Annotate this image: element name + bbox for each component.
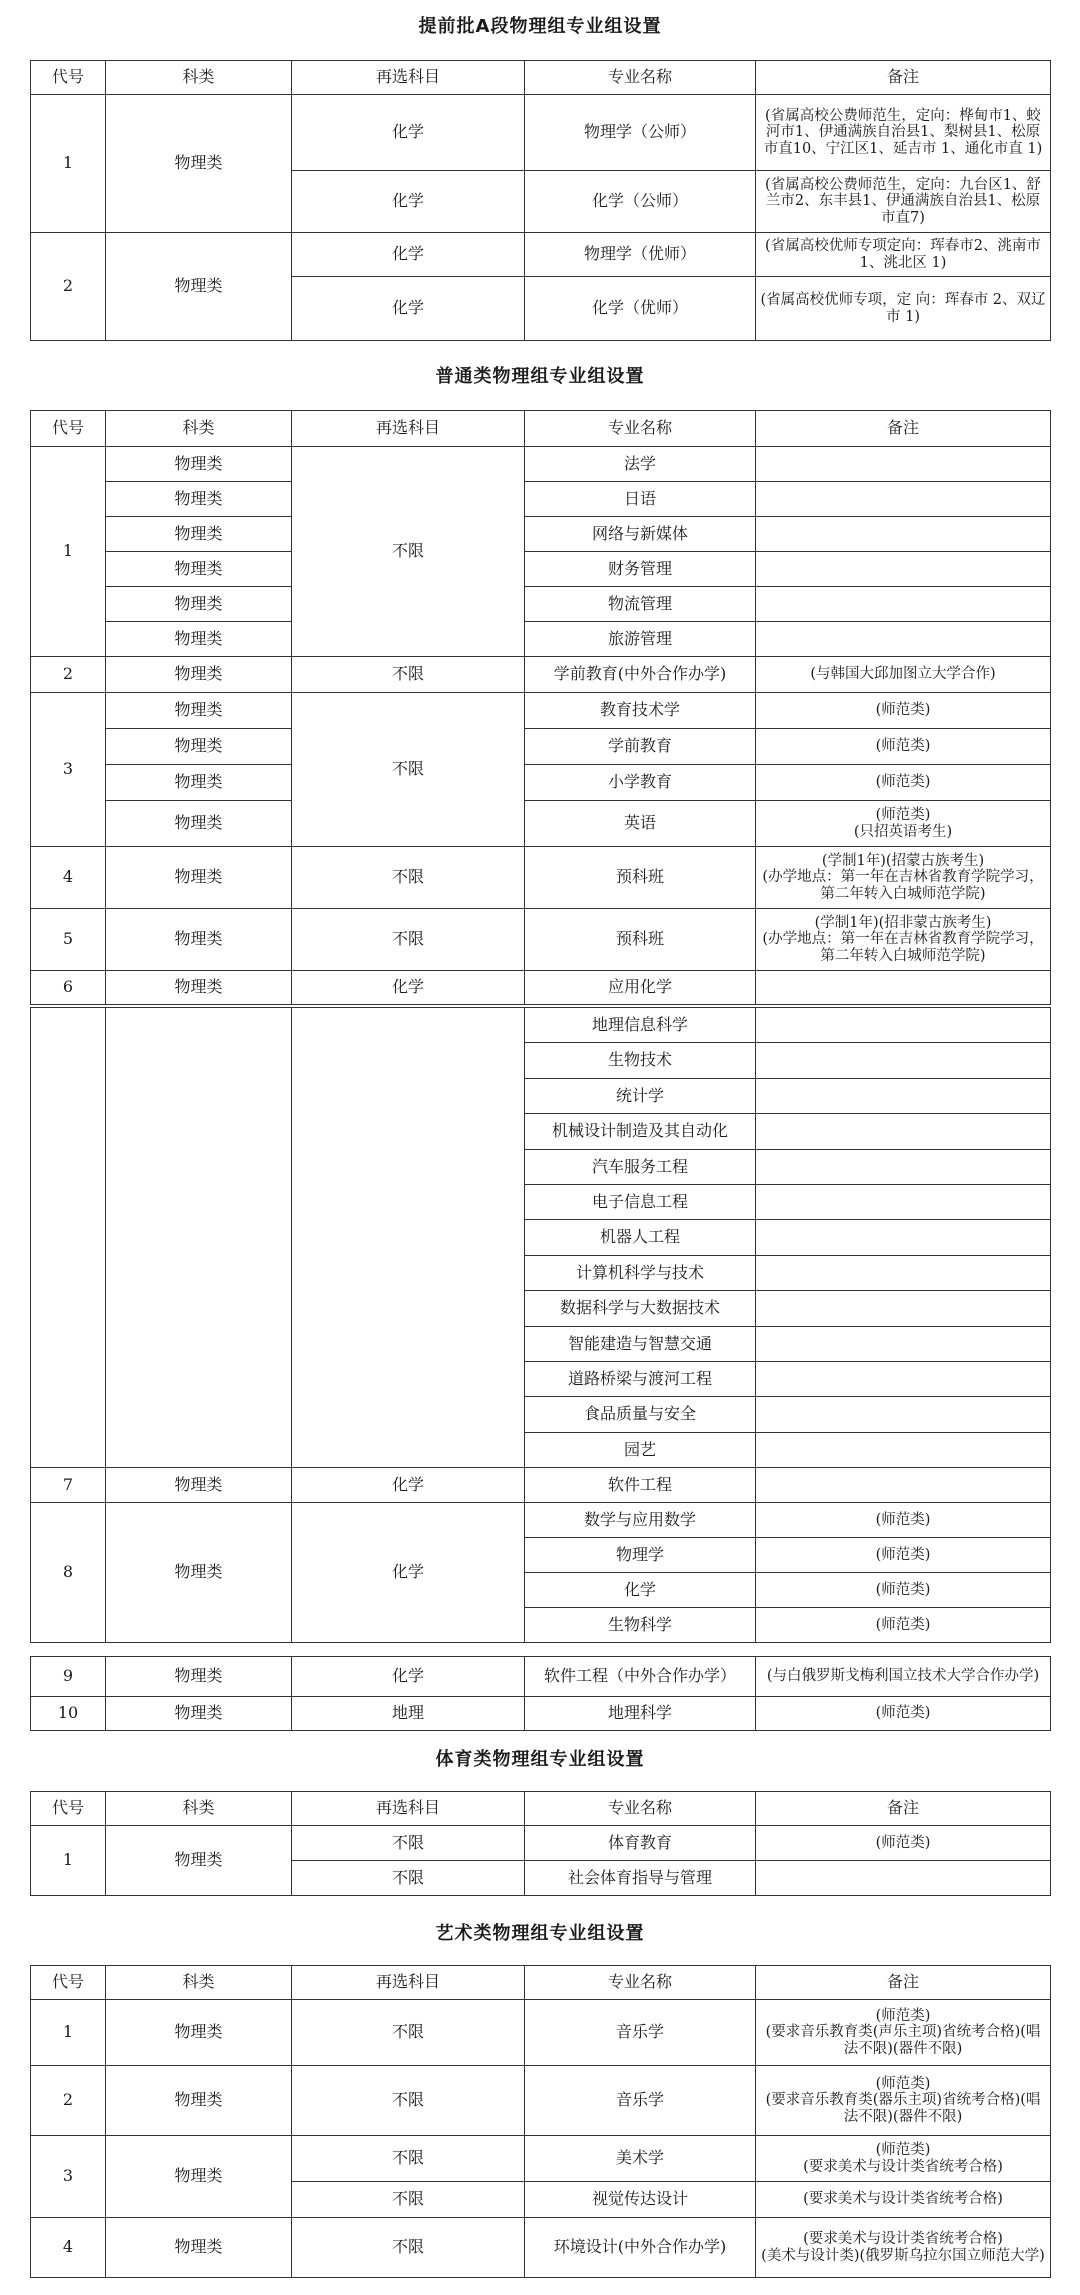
note-cell xyxy=(756,1432,1051,1467)
category-cell: 物理类 xyxy=(106,1503,292,1643)
note-cell xyxy=(756,971,1051,1005)
subject-cell: 不限 xyxy=(292,1826,525,1861)
group-code: 3 xyxy=(31,693,106,847)
subject-cell: 化学 xyxy=(292,277,525,341)
category-cell: 物理类 xyxy=(106,909,292,971)
header-note: 备注 xyxy=(756,1792,1051,1826)
note-cell xyxy=(756,1255,1051,1290)
table-row xyxy=(31,622,1051,657)
major-cell: 化学（优师） xyxy=(525,277,756,341)
category-cell: 物理类 xyxy=(106,447,292,482)
table-row xyxy=(31,233,1051,277)
group-code: 4 xyxy=(31,847,106,909)
major-cell: 物理学 xyxy=(525,1538,756,1573)
major-cell: 数学与应用数学 xyxy=(525,1503,756,1538)
major-cell: 汽车服务工程 xyxy=(525,1149,756,1184)
major-cell: 预科班 xyxy=(525,847,756,909)
table-header-row xyxy=(31,1792,1051,1826)
major-cell: 道路桥梁与渡河工程 xyxy=(525,1361,756,1396)
note-cell: (省属高校公费师范生，定向：九台区1、舒兰市2、东丰县1、伊通满族自治县1、松原市直7) xyxy=(756,171,1051,233)
subject-cell: 不限 xyxy=(292,2182,525,2218)
table-row xyxy=(31,2218,1051,2278)
header-category: 科类 xyxy=(106,1792,292,1826)
major-cell: 软件工程（中外合作办学） xyxy=(525,1657,756,1697)
subject-cell: 不限 xyxy=(292,2218,525,2278)
group-code: 9 xyxy=(31,1657,106,1697)
category-cell: 物理类 xyxy=(106,1826,292,1896)
major-cell: 学前教育 xyxy=(525,729,756,765)
group-code: 2 xyxy=(31,233,106,341)
subject-cell: 化学 xyxy=(292,1503,525,1643)
note-cell xyxy=(756,552,1051,587)
header-major: 专业名称 xyxy=(525,1966,756,2000)
category-cell: 物理类 xyxy=(106,2000,292,2066)
major-cell: 音乐学 xyxy=(525,2000,756,2066)
regular-table-group9-10 xyxy=(30,1656,1051,1731)
header-note: 备注 xyxy=(756,61,1051,95)
major-cell: 统计学 xyxy=(525,1078,756,1113)
group-code: 10 xyxy=(31,1697,106,1731)
note-cell: (要求美术与设计类省统考合格) (美术与设计类)(俄罗斯乌拉尔国立师范大学) xyxy=(756,2218,1051,2278)
major-cell: 机器人工程 xyxy=(525,1220,756,1255)
category-cell: 物理类 xyxy=(106,622,292,657)
note-cell xyxy=(756,1326,1051,1361)
header-category: 科类 xyxy=(106,61,292,95)
major-cell: 视觉传达设计 xyxy=(525,2182,756,2218)
category-cell: 物理类 xyxy=(106,482,292,517)
table-row xyxy=(31,1008,1051,1043)
subject-cell: 不限 xyxy=(292,2066,525,2136)
category-cell: 物理类 xyxy=(106,2136,292,2218)
category-cell: 物理类 xyxy=(106,801,292,847)
major-cell: 机械设计制造及其自动化 xyxy=(525,1114,756,1149)
note-cell xyxy=(756,1220,1051,1255)
category-cell: 物理类 xyxy=(106,1468,292,1503)
major-cell: 音乐学 xyxy=(525,2066,756,2136)
major-cell: 财务管理 xyxy=(525,552,756,587)
major-cell: 地理信息科学 xyxy=(525,1008,756,1043)
table-row xyxy=(31,801,1051,847)
table-row xyxy=(31,2066,1051,2136)
subject-cell: 不限 xyxy=(292,2000,525,2066)
group-category: 物理类 xyxy=(106,95,292,233)
subject-cell: 不限 xyxy=(292,2136,525,2182)
subject-cell: 不限 xyxy=(292,909,525,971)
major-cell: 教育技术学 xyxy=(525,693,756,729)
group-code: 1 xyxy=(31,447,106,657)
major-cell: 智能建造与智慧交通 xyxy=(525,1326,756,1361)
header-code: 代号 xyxy=(31,411,106,447)
subject-cell: 不限 xyxy=(292,693,525,847)
table-row xyxy=(31,1468,1051,1503)
major-cell: 化学 xyxy=(525,1573,756,1608)
major-cell: 生物科学 xyxy=(525,1608,756,1643)
note-cell: (省属高校优师专项，定 向：珲春市 2、双辽市 1) xyxy=(756,277,1051,341)
note-cell xyxy=(756,482,1051,517)
note-cell: (师范类) xyxy=(756,1573,1051,1608)
note-cell xyxy=(756,587,1051,622)
subject-cell: 地理 xyxy=(292,1697,525,1731)
header-major: 专业名称 xyxy=(525,1792,756,1826)
major-cell: 食品质量与安全 xyxy=(525,1397,756,1432)
major-cell: 网络与新媒体 xyxy=(525,517,756,552)
major-cell: 化学（公师） xyxy=(525,171,756,233)
group-code: 1 xyxy=(31,2000,106,2066)
group-code: 2 xyxy=(31,657,106,693)
table-row xyxy=(31,847,1051,909)
major-cell: 预科班 xyxy=(525,909,756,971)
note-cell: (师范类) xyxy=(756,1503,1051,1538)
arts-table xyxy=(30,1965,1051,2278)
category-cell: 物理类 xyxy=(106,971,292,1005)
header-subject: 再选科目 xyxy=(292,1792,525,1826)
subject-cell: 化学 xyxy=(292,95,525,171)
header-major: 专业名称 xyxy=(525,411,756,447)
note-cell: (省属高校公费师范生，定向：桦甸市1、蛟河市1、伊通满族自治县1、梨树县1、松原市直10、宁江区1、延吉市 1、通化市直 1) xyxy=(756,95,1051,171)
subject-cell: 不限 xyxy=(292,447,525,657)
note-cell: (师范类) xyxy=(756,765,1051,801)
header-category: 科类 xyxy=(106,1966,292,2000)
group-code: 1 xyxy=(31,95,106,233)
section-title-early-batch: 提前批A段物理组专业组设置 xyxy=(418,16,662,37)
table-row xyxy=(31,552,1051,587)
note-cell: (师范类) xyxy=(756,1538,1051,1573)
note-cell: (师范类) (要求美术与设计类省统考合格) xyxy=(756,2136,1051,2182)
category-cell: 物理类 xyxy=(106,729,292,765)
note-cell: (省属高校优师专项定向：珲春市2、洮南市 1、洮北区 1) xyxy=(756,233,1051,277)
note-cell: (师范类) xyxy=(756,1608,1051,1643)
regular-table xyxy=(30,410,1051,1005)
note-cell xyxy=(756,1361,1051,1396)
header-code: 代号 xyxy=(31,1966,106,2000)
major-cell: 物理学（公师） xyxy=(525,95,756,171)
category-cell: 物理类 xyxy=(106,693,292,729)
table-row xyxy=(31,1697,1051,1731)
major-cell: 美术学 xyxy=(525,2136,756,2182)
sports-table xyxy=(30,1791,1051,1896)
category-cell: 物理类 xyxy=(106,552,292,587)
category-cell: 物理类 xyxy=(106,517,292,552)
note-cell: (师范类) (只招英语考生) xyxy=(756,801,1051,847)
note-cell: (与白俄罗斯戈梅利国立技术大学合作办学) xyxy=(756,1657,1051,1697)
note-cell: (师范类) xyxy=(756,1697,1051,1731)
group-code: 4 xyxy=(31,2218,106,2278)
major-cell: 数据科学与大数据技术 xyxy=(525,1291,756,1326)
table-row xyxy=(31,1826,1051,1861)
group-code: 6 xyxy=(31,971,106,1005)
blank-category-cell xyxy=(106,1008,292,1468)
table-row xyxy=(31,765,1051,801)
subject-cell: 化学 xyxy=(292,233,525,277)
header-subject: 再选科目 xyxy=(292,411,525,447)
category-cell: 物理类 xyxy=(106,765,292,801)
early-batch-table xyxy=(30,60,1051,341)
major-cell: 法学 xyxy=(525,447,756,482)
regular-table-group7 xyxy=(30,1007,1051,1643)
category-cell: 物理类 xyxy=(106,2218,292,2278)
table-row xyxy=(31,482,1051,517)
subject-cell: 化学 xyxy=(292,1657,525,1697)
category-cell: 物理类 xyxy=(106,1697,292,1731)
major-cell: 生物技术 xyxy=(525,1043,756,1078)
section-title-sports: 体育类物理组专业组设置 xyxy=(435,1749,645,1770)
note-cell xyxy=(756,1861,1051,1896)
note-cell xyxy=(756,1114,1051,1149)
major-cell: 小学教育 xyxy=(525,765,756,801)
major-cell: 物理学（优师） xyxy=(525,233,756,277)
table-row xyxy=(31,1503,1051,1538)
major-cell: 旅游管理 xyxy=(525,622,756,657)
major-cell: 物流管理 xyxy=(525,587,756,622)
note-cell: (师范类) xyxy=(756,693,1051,729)
major-cell: 软件工程 xyxy=(525,1468,756,1503)
subject-cell: 不限 xyxy=(292,657,525,693)
table-row xyxy=(31,95,1051,171)
table-header-row xyxy=(31,1966,1051,2000)
major-cell: 应用化学 xyxy=(525,971,756,1005)
major-cell: 计算机科学与技术 xyxy=(525,1255,756,1290)
header-major: 专业名称 xyxy=(525,61,756,95)
group-code: 1 xyxy=(31,1826,106,1896)
group-code: 3 xyxy=(31,2136,106,2218)
note-cell xyxy=(756,622,1051,657)
table-row xyxy=(31,657,1051,693)
table-row xyxy=(31,693,1051,729)
group-code: 7 xyxy=(31,1468,106,1503)
blank-subject-cell xyxy=(292,1008,525,1468)
note-cell: (师范类) xyxy=(756,729,1051,765)
table-row xyxy=(31,729,1051,765)
note-cell: (要求美术与设计类省统考合格) xyxy=(756,2182,1051,2218)
table-row xyxy=(31,587,1051,622)
category-cell: 物理类 xyxy=(106,657,292,693)
note-cell xyxy=(756,1008,1051,1043)
major-cell: 学前教育(中外合作办学) xyxy=(525,657,756,693)
category-cell: 物理类 xyxy=(106,1657,292,1697)
note-cell xyxy=(756,1397,1051,1432)
header-subject: 再选科目 xyxy=(292,61,525,95)
major-cell: 地理科学 xyxy=(525,1697,756,1731)
major-cell: 电子信息工程 xyxy=(525,1184,756,1219)
header-code: 代号 xyxy=(31,61,106,95)
group-code: 8 xyxy=(31,1503,106,1643)
note-cell xyxy=(756,1149,1051,1184)
group-code: 2 xyxy=(31,2066,106,2136)
note-cell xyxy=(756,1468,1051,1503)
header-note: 备注 xyxy=(756,411,1051,447)
group-code: 5 xyxy=(31,909,106,971)
table-row xyxy=(31,517,1051,552)
major-cell: 英语 xyxy=(525,801,756,847)
table-header-row xyxy=(31,61,1051,95)
table-header-row xyxy=(31,411,1051,447)
major-cell: 日语 xyxy=(525,482,756,517)
header-note: 备注 xyxy=(756,1966,1051,2000)
table-row xyxy=(31,447,1051,482)
table-row xyxy=(31,2000,1051,2066)
note-cell: (师范类) (要求音乐教育类(声乐主项)省统考合格)(唱法不限)(器件不限) xyxy=(756,2000,1051,2066)
table-row xyxy=(31,1657,1051,1697)
note-cell xyxy=(756,517,1051,552)
note-cell xyxy=(756,1291,1051,1326)
note-cell: (学制1年)(招非蒙古族考生) (办学地点：第一年在吉林省教育学院学习，第二年转入白城师范学院) xyxy=(756,909,1051,971)
subject-cell: 化学 xyxy=(292,971,525,1005)
section-title-arts: 艺术类物理组专业组设置 xyxy=(435,1923,645,1944)
table-row xyxy=(31,909,1051,971)
blank-code-cell xyxy=(31,1008,106,1468)
major-cell: 环境设计(中外合作办学) xyxy=(525,2218,756,2278)
major-cell: 社会体育指导与管理 xyxy=(525,1861,756,1896)
table-row xyxy=(31,971,1051,1005)
note-cell xyxy=(756,1078,1051,1113)
category-cell: 物理类 xyxy=(106,587,292,622)
table-row xyxy=(31,2136,1051,2182)
category-cell: 物理类 xyxy=(106,847,292,909)
section-title-regular: 普通类物理组专业组设置 xyxy=(435,366,645,387)
major-cell: 体育教育 xyxy=(525,1826,756,1861)
header-subject: 再选科目 xyxy=(292,1966,525,2000)
subject-cell: 化学 xyxy=(292,1468,525,1503)
major-cell: 园艺 xyxy=(525,1432,756,1467)
header-category: 科类 xyxy=(106,411,292,447)
note-cell: (学制1年)(招蒙古族考生) (办学地点：第一年在吉林省教育学院学习，第二年转入白城师范学院) xyxy=(756,847,1051,909)
category-cell: 物理类 xyxy=(106,2066,292,2136)
note-cell: (与韩国大邱加图立大学合作) xyxy=(756,657,1051,693)
header-code: 代号 xyxy=(31,1792,106,1826)
group-category: 物理类 xyxy=(106,233,292,341)
note-cell: (师范类) xyxy=(756,1826,1051,1861)
note-cell: (师范类) (要求音乐教育类(器乐主项)省统考合格)(唱法不限)(器件不限) xyxy=(756,2066,1051,2136)
subject-cell: 化学 xyxy=(292,171,525,233)
subject-cell: 不限 xyxy=(292,1861,525,1896)
note-cell xyxy=(756,447,1051,482)
note-cell xyxy=(756,1043,1051,1078)
subject-cell: 不限 xyxy=(292,847,525,909)
note-cell xyxy=(756,1184,1051,1219)
